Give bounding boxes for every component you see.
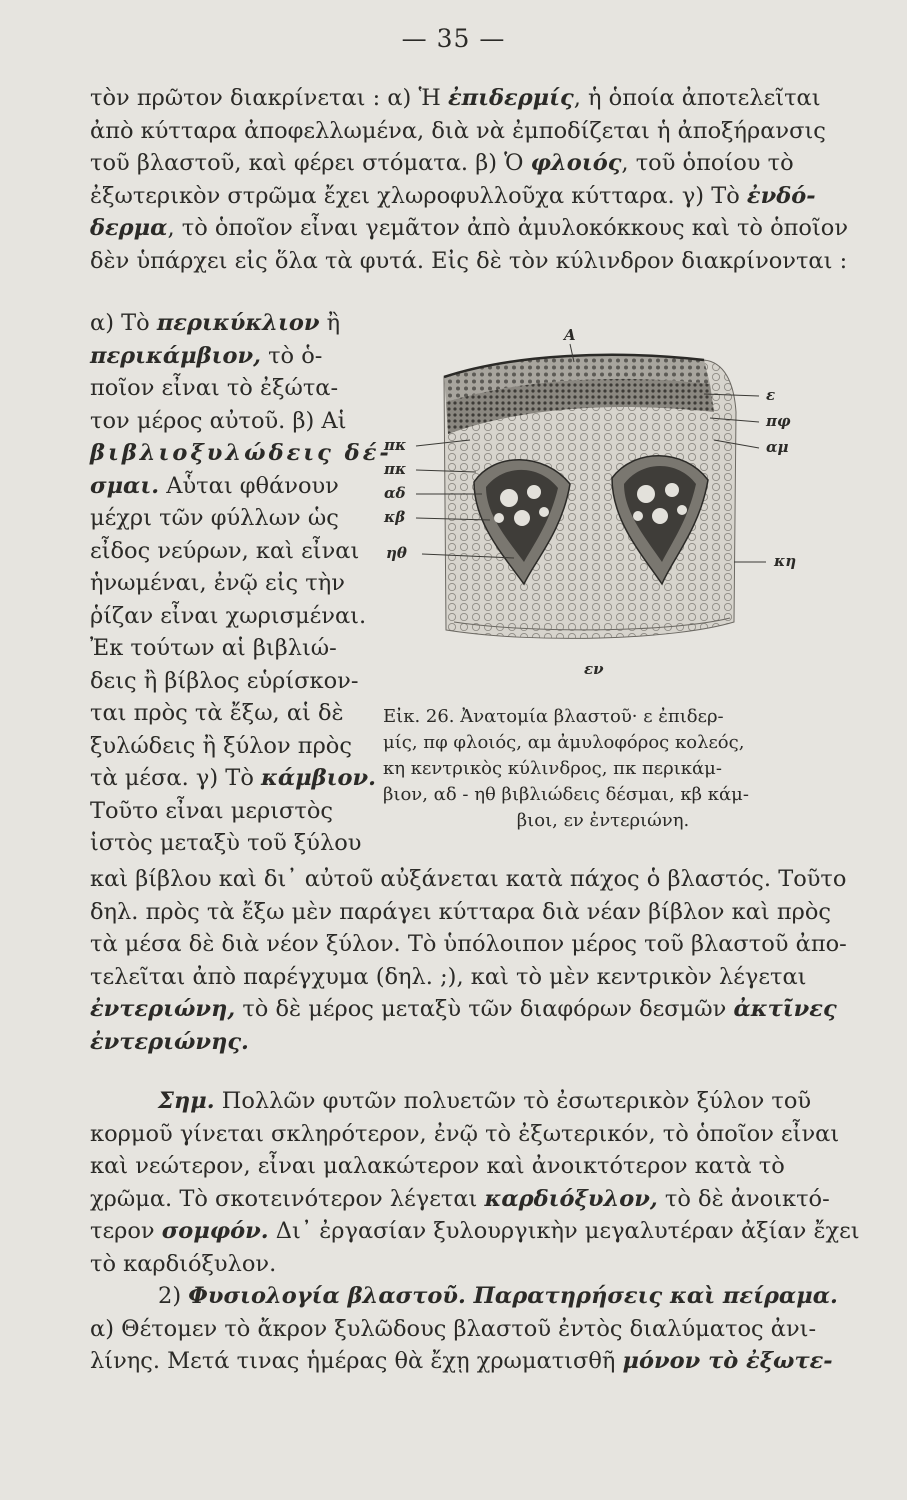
vessel [494,513,504,523]
vessel [527,485,541,499]
text-line: τερον σομφόν. Δι᾿ ἐργασίαν ξυλουργικὴν μεγαλυτέραν ἀξίαν ἔχει [90,1218,860,1244]
caption-line: βιοι, εν ἐντεριώνη. [516,810,690,831]
body-paragraph [90,863,847,1058]
text-line: τὰ μέσα δὲ διὰ νέον ξύλον. Τὸ ὑπόλοιπον μέρος τοῦ βλαστοῦ ἀπο- [90,931,847,957]
text-line: τὸν πρῶτον διακρίνεται : α) Ἡ ἐπιδερμίς, ἡ ὁποία ἀποτελεῖται [90,85,821,111]
term-enterioni: ἐντεριώνη, [90,996,236,1022]
text-line: ῥίζαν εἶναι χωρισμέναι. [90,602,367,629]
vessel [637,485,655,503]
text-line: τὰ μέσα. γ) Τὸ κάμβιον. [90,765,376,791]
note-paragraph [90,1085,860,1280]
stem-anatomy-figure [374,322,814,688]
label-pith: εν [584,660,604,678]
text-line: λίνης. Μετά τινας ἡμέρας θὰ ἔχῃ χρωματισθῆ μόνον τὸ ἐξωτε- [90,1348,833,1374]
text-line: ἱστὸς μεταξὺ τοῦ ξύλου [90,830,362,856]
label-cambium: κβ [384,508,406,526]
text-line: περικάμβιον, τὸ ὁ- [90,342,323,369]
text-line: δηλ. πρὸς τὰ ἔξω μὲν παράγει κύτταρα διὰ νέαν βίβλον καὶ πρὸς [90,898,832,925]
text-line: σμαι. Αὗται φθάνουν [90,472,339,499]
text-line: κορμοῦ γίνεται σκληρότερον, ἐνῷ τὸ ἐξωτερικόν, τὸ ὁποῖον εἶναι [90,1120,840,1147]
text-line: ἡνωμέναι, ἐνῷ εἰς τὴν [90,570,345,596]
figure-letter-a: Α [564,326,576,344]
term-aktines: ἀκτῖνες [733,996,837,1022]
text-line: δερμα, τὸ ὁποῖον εἶναι γεμᾶτον ἀπὸ ἀμυλοκόκκους καὶ τὸ ὁποῖον [90,215,849,241]
text-line: καὶ νεώτερον, εἶναι μαλακώτερον καὶ ἀνοικτότερον κατὰ τὸ [90,1153,785,1179]
term-perikambion: περικάμβιον, [90,342,261,369]
label-pericambium-1: πκ [384,436,407,454]
text-line: ἐντεριώνη, τὸ δὲ μέρος μεταξὺ τῶν διαφόρων δεσμῶν ἀκτῖνες [90,996,837,1022]
vessel [665,483,679,497]
text-line: εἶδος νεύρων, καὶ εἶναι [90,537,360,564]
term-somfon: σομφόν. [161,1218,269,1244]
text-line: ξυλώδεις ἢ ξύλον πρὸς [90,732,352,759]
label-epidermis: ε [766,386,776,404]
text-line: χρῶμα. Τὸ σκοτεινότερον λέγεται καρδιόξυλον, τὸ δὲ ἀνοικτό- [90,1185,830,1212]
text-line: καὶ βίβλου καὶ δι᾿ αὐτοῦ αὐξάνεται κατὰ πάχος ὁ βλαστός. Τοῦτο [90,866,847,892]
intro-paragraph [90,82,849,277]
caption-line: Εἰκ. 26. Ἀνατομία βλαστοῦ· ε ἐπιδερ- [383,706,724,727]
caption-line: κη κεντρικὸς κύλινδρος, πκ περικάμ- [383,758,722,779]
label-pericambium-2: πκ [384,460,407,478]
text-line: μέχρι τῶν φύλλων ὡς [90,505,339,531]
text-line: ποῖον εἶναι τὸ ἐξώτα- [90,375,339,401]
label-xylem: ηθ [386,544,407,562]
label-cortex: πφ [766,412,791,430]
text-line: ἀπὸ κύτταρα ἀποφελλωμένα, διὰ νὰ ἐμποδίζεται ἡ ἀποξήρανσις [90,117,826,144]
text-line: τὸ καρδιόξυλον. [90,1250,277,1277]
label-central-cylinder: κη [774,552,797,570]
term-endodermis: ἐνδό- [746,182,816,209]
text-line: α) Τὸ περικύκλιον ἢ [90,310,341,336]
note-label: Σημ. [158,1088,215,1114]
vessel [633,511,643,521]
term-epidermis: ἐπιδερμίς [447,85,574,111]
text-line: Ἐκ τούτων αἱ βιβλιώ- [90,635,337,661]
term-perikyklion: περικύκλιον [156,310,320,336]
text-line: τοῦ βλαστοῦ, καὶ φέρει στόματα. β) Ὁ φλοιός, τοῦ ὁποίου τὸ [90,150,794,176]
caption-line: μίς, πφ φλοιός, αμ ἀμυλοφόρος κολεός, [383,732,745,753]
vessel [514,510,530,526]
text-line: δεις ἢ βίβλος εὑρίσκον- [90,667,359,694]
vessel [677,505,687,515]
text-line: ται πρὸς τὰ ἔξω, αἱ δὲ [90,700,344,726]
vessel [500,489,518,507]
text-line: Σημ. Πολλῶν φυτῶν πολυετῶν τὸ ἐσωτερικὸν ξύλον τοῦ [158,1088,812,1114]
vessel [652,508,668,524]
text-line: τον μέρος αὐτοῦ. β) Αἱ [90,407,347,434]
text-line: Τοῦτο εἶναι μεριστὸς [90,797,333,824]
caption-line: βιον, αδ - ηθ βιβλιώδεις δέσμαι, κβ κάμ- [383,784,749,805]
text-line: δὲν ὑπάρχει εἰς ὅλα τὰ φυτά. Εἰς δὲ τὸν κύλινδρον διακρίνονται : [90,247,848,274]
left-column-paragraph [90,307,392,860]
term-kambion: κάμβιον. [261,765,376,791]
vessel [539,507,549,517]
section-heading: 2) Φυσιολογία βλαστοῦ. Παρατηρήσεις καὶ πείραμα. [158,1283,838,1309]
page-number: — 35 — [401,24,506,53]
text-line: ἐξωτερικὸν στρῶμα ἔχει χλωροφυλλοῦχα κύτταρα. γ) Τὸ ἐνδό- [90,182,816,209]
term-floios: φλοιός [530,150,622,176]
term-vascular-bundles: βιβλιοξυλώδεις δέ- [90,440,392,466]
term-monon-exoteriko: μόνον τὸ ἐξωτε- [622,1348,833,1374]
term-kardioxylon: καρδιόξυλον, [484,1185,658,1212]
figure-caption [383,704,823,834]
label-starch-sheath: αμ [766,438,789,456]
text-line: τελεῖται ἀπὸ παρέγχυμα (δηλ. ;), καὶ τὸ μὲν κεντρικὸν λέγεται [90,963,807,990]
section-paragraph [90,1280,838,1378]
term-enterionis: ἐντεριώνης. [90,1028,249,1055]
label-phloem: αδ [384,484,406,502]
text-line: α) Θέτομεν τὸ ἄκρον ξυλῶδους βλαστοῦ ἐντὸς διαλύματος ἀνι- [90,1315,817,1342]
